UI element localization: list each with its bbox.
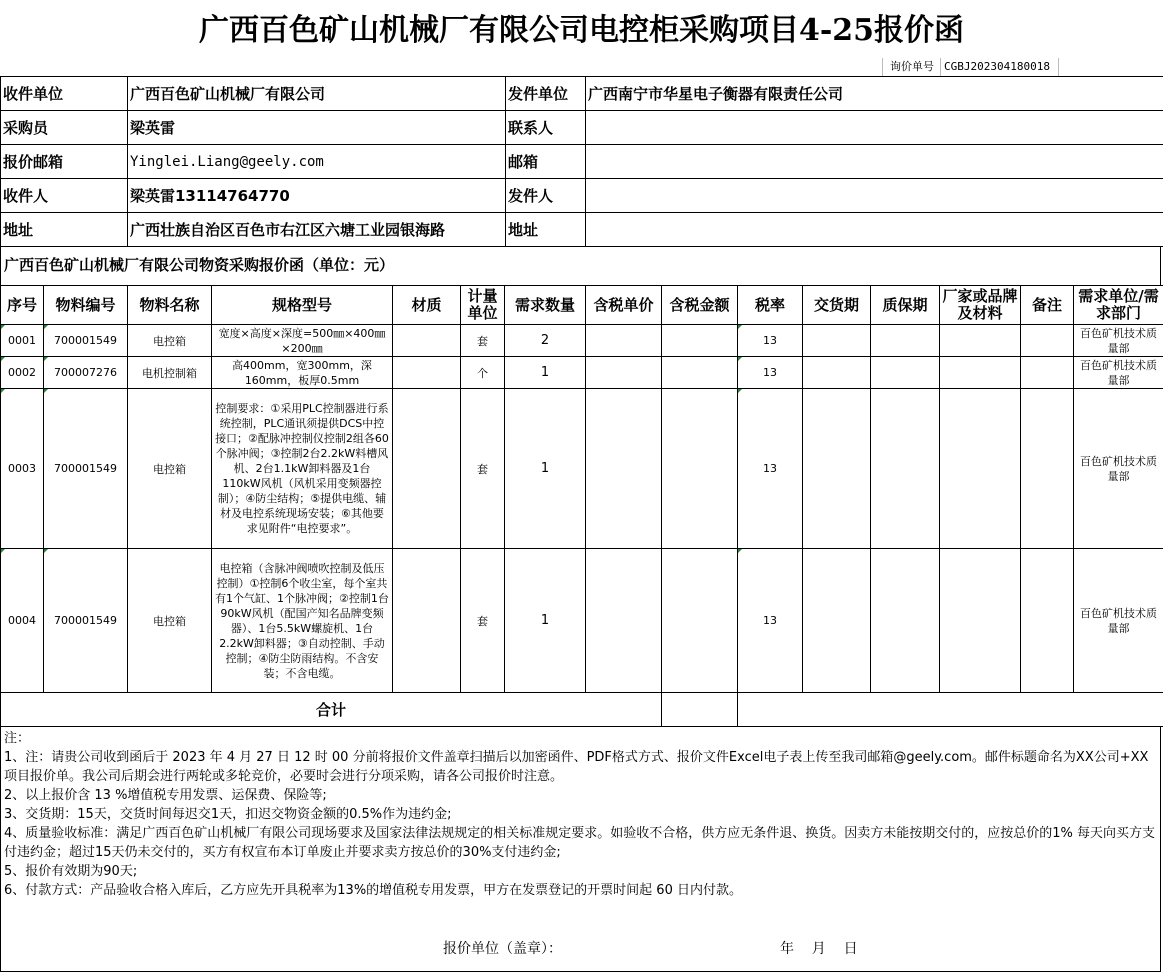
- cell-seq: 0001: [1, 325, 44, 357]
- cell-spec: 电控箱（含脉冲阀喷吹控制及低压控制）①控制6个收尘室，每个室共有1个气缸、1个脉冲阀；②控制1台90kW风机（配国产知名品牌变频器）、1台5.5kW螺旋机、1台2.2kW卸料器；③自动控制、手动控制；④防尘防雨结构。不含安装；不含电缆。: [212, 549, 393, 693]
- cell-delivery: [803, 549, 871, 693]
- cell-warranty: [871, 389, 940, 549]
- cell-material: [393, 549, 461, 693]
- receiver-unit-value: 广西百色矿山机械厂有限公司: [128, 77, 506, 111]
- cell-unit: 套: [461, 549, 505, 693]
- header-unit-price: 含税单价: [586, 286, 662, 325]
- header-spec: 规格型号: [212, 286, 393, 325]
- header-delivery: 交货期: [803, 286, 871, 325]
- items-table: [0, 285, 1163, 727]
- cell-unit: 套: [461, 325, 505, 357]
- cell-dept: 百色矿机技术质量部: [1074, 549, 1163, 693]
- note-item: 3、交货期：15天，交货时间每迟交1天，扣迟交物资金额的0.5%作为违约金;: [4, 807, 452, 822]
- cell-spec: 宽度×高度×深度=500㎜×400㎜×200㎜: [212, 325, 393, 357]
- header-seq: 序号: [1, 286, 44, 325]
- header-brand: 厂家或品牌及材料: [940, 286, 1021, 325]
- table-row: [1, 325, 1163, 357]
- total-label: 合计: [1, 693, 662, 727]
- cell-unit-price: [586, 389, 662, 549]
- cell-code: 700001549: [44, 325, 128, 357]
- sender-unit-label: 发件单位: [506, 77, 586, 111]
- address-value: 广西壮族自治区百色市右江区六塘工业园银海路: [128, 213, 506, 247]
- table-row: [1, 357, 1163, 389]
- section-title: 广西百色矿山机械厂有限公司物资采购报价函（单位：元）: [0, 246, 1161, 285]
- header-code: 物料编号: [44, 286, 128, 325]
- cell-code: 700001549: [44, 389, 128, 549]
- sender-unit-value: 广西南宁市华星电子衡器有限责任公司: [586, 77, 1163, 111]
- header-qty: 需求数量: [505, 286, 586, 325]
- address2-label: 地址: [506, 213, 586, 247]
- cell-seq: 0002: [1, 357, 44, 389]
- cell-amount: [662, 389, 738, 549]
- cell-warranty: [871, 357, 940, 389]
- cell-tax: 13: [738, 549, 803, 693]
- cell-code: 700007276: [44, 357, 128, 389]
- note-item: 1、注：请贵公司收到函后于 2023 年 4 月 27 日 12 时 00 分前将报价文件盖章扫描后以加密函件、PDF格式方式、报价文件Excel电子表上传至我司邮箱@geely.com。邮件标题命名为XX公司+XX项目报价单。我公司后期会进行两轮或多轮竞价，必要时会进行分项采购，请各公司报价时注意。: [4, 750, 1149, 784]
- header-dept: 需求单位/需求部门: [1074, 286, 1163, 325]
- inquiry-number-label: 询价单号: [882, 58, 941, 77]
- table-header-row: [1, 286, 1163, 325]
- contact-value: [586, 111, 1163, 145]
- total-amount: [662, 693, 738, 727]
- header-warranty: 质保期: [871, 286, 940, 325]
- cell-amount: [662, 325, 738, 357]
- header-amount: 含税金额: [662, 286, 738, 325]
- cell-qty: 2: [505, 325, 586, 357]
- header-name: 物料名称: [128, 286, 212, 325]
- cell-seq: 0004: [1, 549, 44, 693]
- cell-name: 电机控制箱: [128, 357, 212, 389]
- cell-material: [393, 325, 461, 357]
- cell-name: 电控箱: [128, 389, 212, 549]
- address2-value: [586, 213, 1163, 247]
- header-material: 材质: [393, 286, 461, 325]
- cell-tax: 13: [738, 357, 803, 389]
- cell-remark: [1021, 389, 1074, 549]
- cell-delivery: [803, 357, 871, 389]
- cell-seq: 0003: [1, 389, 44, 549]
- page-title: 广西百色矿山机械厂有限公司电控柜采购项目4-25报价函: [198, 13, 965, 48]
- cell-brand: [940, 389, 1021, 549]
- header-remark: 备注: [1021, 286, 1074, 325]
- cell-remark: [1021, 549, 1074, 693]
- cell-remark: [1021, 325, 1074, 357]
- cell-name: 电控箱: [128, 549, 212, 693]
- receiver-unit-label: 收件单位: [1, 77, 128, 111]
- address-label: 地址: [1, 213, 128, 247]
- contact-label: 联系人: [506, 111, 586, 145]
- total-row: [1, 693, 1163, 727]
- cell-unit-price: [586, 549, 662, 693]
- signature-date: 年 月 日: [780, 941, 858, 957]
- cell-spec: 控制要求：①采用PLC控制器进行系统控制，PLC通讯须提供DCS中控接口；②配脉冲控制仪控制2组各60个脉冲阀；③控制2台2.2kW料槽风机、2台1.1kW卸料器及1台110kW风机（风机采用变频器控制）；④防尘结构；⑤提供电缆、辅材及电控系统现场安装；⑥其他要求见附件“电控要求”。: [212, 389, 393, 549]
- recipient-label: 收件人: [1, 179, 128, 213]
- table-row: [1, 549, 1163, 693]
- cell-delivery: [803, 389, 871, 549]
- cell-unit-price: [586, 325, 662, 357]
- email-label: 邮箱: [506, 145, 586, 179]
- notes-section: [0, 727, 1161, 972]
- header-unit: 计量单位: [461, 286, 505, 325]
- cell-material: [393, 357, 461, 389]
- cell-unit-price: [586, 357, 662, 389]
- sender-value: [586, 179, 1163, 213]
- cell-delivery: [803, 325, 871, 357]
- email-value: [586, 145, 1163, 179]
- cell-name: 电控箱: [128, 325, 212, 357]
- cell-warranty: [871, 549, 940, 693]
- cell-qty: 1: [505, 389, 586, 549]
- cell-brand: [940, 357, 1021, 389]
- cell-material: [393, 389, 461, 549]
- inquiry-number-value: CGBJ202304180018: [940, 58, 1059, 77]
- contact-info-table: [0, 76, 1163, 247]
- cell-dept: 百色矿机技术质量部: [1074, 357, 1163, 389]
- note-item: 4、质量验收标准：满足广西百色矿山机械厂有限公司现场要求及国家法律法规规定的相关标准规定要求。如验收不合格，供方应无条件退、换货。因卖方未能按期交付的，应按总价的1% 每天向买方支付违约金；超过15天仍未交付的，买方有权宣布本订单废止并要求卖方按总价的30%支付违约金;: [4, 826, 1156, 860]
- cell-tax: 13: [738, 325, 803, 357]
- cell-spec: 高400mm，宽300mm，深160mm，板厚0.5mm: [212, 357, 393, 389]
- signature-label: 报价单位（盖章）：: [443, 941, 562, 957]
- recipient-value: 梁英雷13114764770: [128, 179, 506, 213]
- quote-email-value: Yinglei.Liang@geely.com: [128, 145, 506, 179]
- cell-unit: 套: [461, 389, 505, 549]
- table-row: [1, 389, 1163, 549]
- quote-email-label: 报价邮箱: [1, 145, 128, 179]
- note-item: 6、付款方式：产品验收合格入库后，乙方应先开具税率为13%的增值税专用发票，甲方在发票登记的开票时间起 60 日内付款。: [4, 883, 742, 898]
- cell-unit: 个: [461, 357, 505, 389]
- cell-dept: 百色矿机技术质量部: [1074, 325, 1163, 357]
- note-item: 5、报价有效期为90天;: [4, 864, 138, 879]
- buyer-label: 采购员: [1, 111, 128, 145]
- cell-amount: [662, 549, 738, 693]
- buyer-value: 梁英雷: [128, 111, 506, 145]
- cell-warranty: [871, 325, 940, 357]
- cell-remark: [1021, 357, 1074, 389]
- cell-qty: 1: [505, 549, 586, 693]
- cell-tax: 13: [738, 389, 803, 549]
- total-rest: [738, 693, 1163, 727]
- cell-qty: 1: [505, 357, 586, 389]
- cell-dept: 百色矿机技术质量部: [1074, 389, 1163, 549]
- sender-label: 发件人: [506, 179, 586, 213]
- cell-brand: [940, 549, 1021, 693]
- cell-code: 700001549: [44, 549, 128, 693]
- header-tax: 税率: [738, 286, 803, 325]
- note-item: 2、以上报价含 13 %增值税专用发票、运保费、保险等;: [4, 788, 327, 803]
- cell-brand: [940, 325, 1021, 357]
- note-heading: 注：: [4, 731, 31, 746]
- cell-amount: [662, 357, 738, 389]
